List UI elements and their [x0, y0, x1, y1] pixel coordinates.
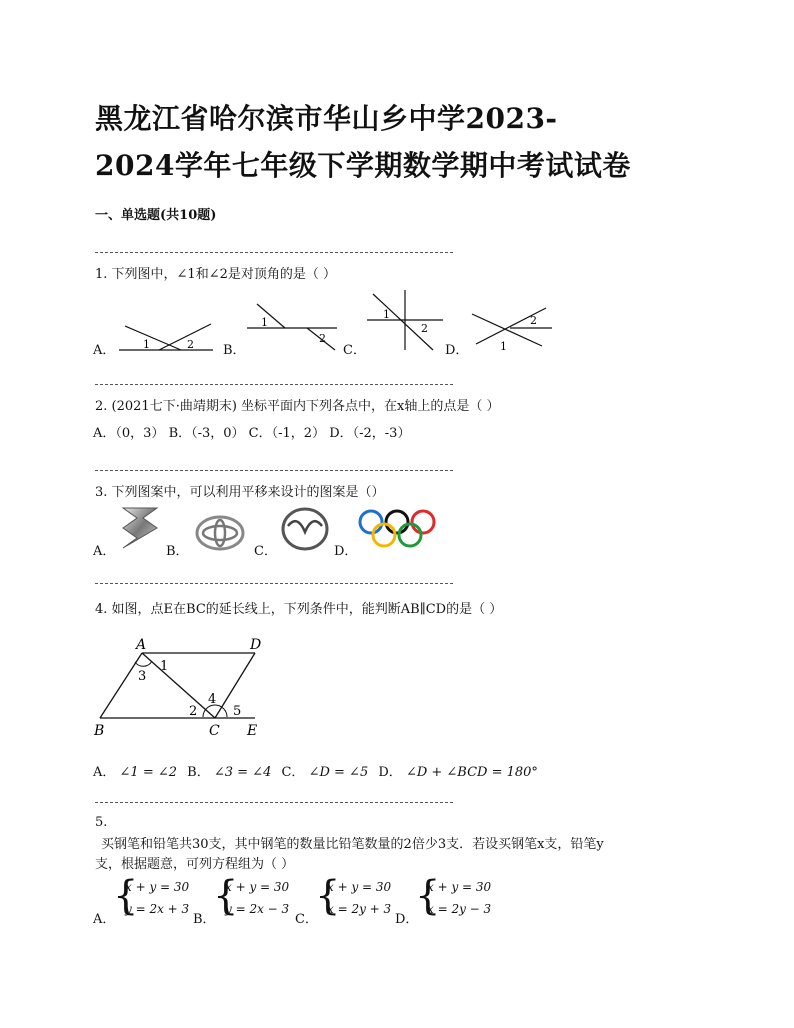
question-5-number: 5. [95, 815, 108, 830]
q3-option-a-label: A． [93, 544, 116, 559]
q3-option-c-label: C． [254, 544, 277, 559]
q5-option-a-label: A． [93, 912, 116, 927]
separator [95, 583, 453, 584]
angle-label: 1 [143, 338, 150, 351]
q5-option-d-label: D． [395, 912, 419, 927]
angle-label: 3 [138, 669, 147, 684]
section-heading: 一、单选题(共10题) [95, 208, 217, 223]
angle-label: 2 [187, 338, 194, 351]
toyota-logo-image [195, 515, 245, 551]
mazda-logo-image [280, 506, 330, 552]
q1-figure-d [470, 304, 554, 352]
separator [95, 252, 453, 253]
point-label: E [247, 723, 258, 739]
angle-label: 5 [233, 704, 242, 719]
q4-option-c-label: C． [281, 765, 305, 780]
q4-option-b-label: B． [187, 765, 210, 780]
brace-glyph: { [315, 873, 341, 919]
angle-label: 1 [383, 308, 390, 321]
point-label: A [136, 637, 147, 653]
q1-option-c-label: C． [343, 343, 366, 358]
title-line-2: 2024学年七年级下学期数学期中考试试卷 [95, 149, 631, 182]
q5-option-c-label: C． [295, 912, 318, 927]
q4-option-d-expr: ∠D + ∠BCD = 180° [405, 765, 538, 780]
equation-2: y = 2x + 3 [125, 902, 190, 916]
q1-option-a-label: A． [93, 343, 116, 358]
equation-1: x + y = 30 [327, 880, 392, 894]
question-5-line-1: 买钢笔和铅笔共30支，其中钢笔的数量比铅笔数量的2倍少3支．若设买钢笔x支，铅笔y [101, 837, 604, 852]
olympic-rings-image [357, 508, 439, 550]
question-1-stem: 1. 下列图中，∠1和∠2是对顶角的是（ ） [95, 267, 336, 282]
equation-2: x = 2y + 3 [327, 902, 392, 916]
angle-label: 2 [319, 332, 326, 345]
separator [95, 802, 453, 803]
q1-figure-c [365, 288, 445, 352]
equation-1: x + y = 30 [125, 880, 190, 894]
equation-2: x = 2y − 3 [427, 902, 492, 916]
q4-option-c-expr: ∠D = ∠5 [308, 765, 369, 780]
suzuki-logo-image [117, 504, 163, 552]
q1-option-b-label: B． [223, 343, 246, 358]
q4-option-d-label: D． [378, 765, 402, 780]
equation-2: y = 2x − 3 [225, 902, 290, 916]
angle-label: 4 [208, 692, 217, 707]
q5-option-b-label: B． [193, 912, 216, 927]
question-3-stem: 3. 下列图案中，可以利用平移来设计的图案是（） [95, 485, 385, 500]
angle-label: 1 [500, 340, 507, 352]
document-title [95, 95, 735, 189]
separator [95, 384, 453, 385]
question-2-options: A．（0，3） B．（-3，0） C．（-1，2） D．（-2，-3） [93, 426, 411, 441]
q1-option-d-label: D． [445, 343, 469, 358]
point-label: B [94, 723, 105, 739]
q4-geometry-figure [90, 633, 280, 743]
brace-glyph: { [415, 873, 441, 919]
title-line-1: 黑龙江省哈尔滨市华山乡中学2023- [95, 102, 558, 135]
point-label: C [209, 723, 220, 739]
equations [327, 876, 391, 920]
equations [125, 876, 189, 920]
angle-label: 2 [189, 704, 198, 719]
equation-1: x + y = 30 [427, 880, 492, 894]
question-2-stem: 2. (2021七下·曲靖期末) 坐标平面内下列各点中，在x轴上的点是（ ） [95, 399, 500, 414]
q4-option-b-expr: ∠3 = ∠4 [213, 765, 272, 780]
question-5-line-2: 支，根据题意，可列方程组为（ ） [95, 857, 295, 872]
q3-option-b-label: B． [166, 544, 189, 559]
angle-label: 2 [530, 314, 537, 327]
equation-1: x + y = 30 [225, 880, 290, 894]
brace-glyph: { [213, 873, 239, 919]
brace-glyph: { [113, 873, 139, 919]
q1-figure-a [115, 318, 215, 354]
q3-option-d-label: D． [334, 544, 358, 559]
point-label: D [250, 637, 262, 653]
equations [427, 876, 491, 920]
equations [225, 876, 289, 920]
q4-options-row [93, 761, 538, 780]
q4-option-a-label: A． [93, 765, 116, 780]
angle-label: 1 [160, 659, 169, 674]
q4-option-a-expr: ∠1 = ∠2 [119, 765, 178, 780]
q1-figure-b [245, 300, 340, 352]
angle-label: 2 [421, 322, 428, 335]
angle-label: 1 [261, 316, 268, 329]
question-4-stem: 4. 如图，点E在BC的延长线上，下列条件中，能判断AB∥CD的是（ ） [95, 602, 503, 617]
separator [95, 470, 453, 471]
